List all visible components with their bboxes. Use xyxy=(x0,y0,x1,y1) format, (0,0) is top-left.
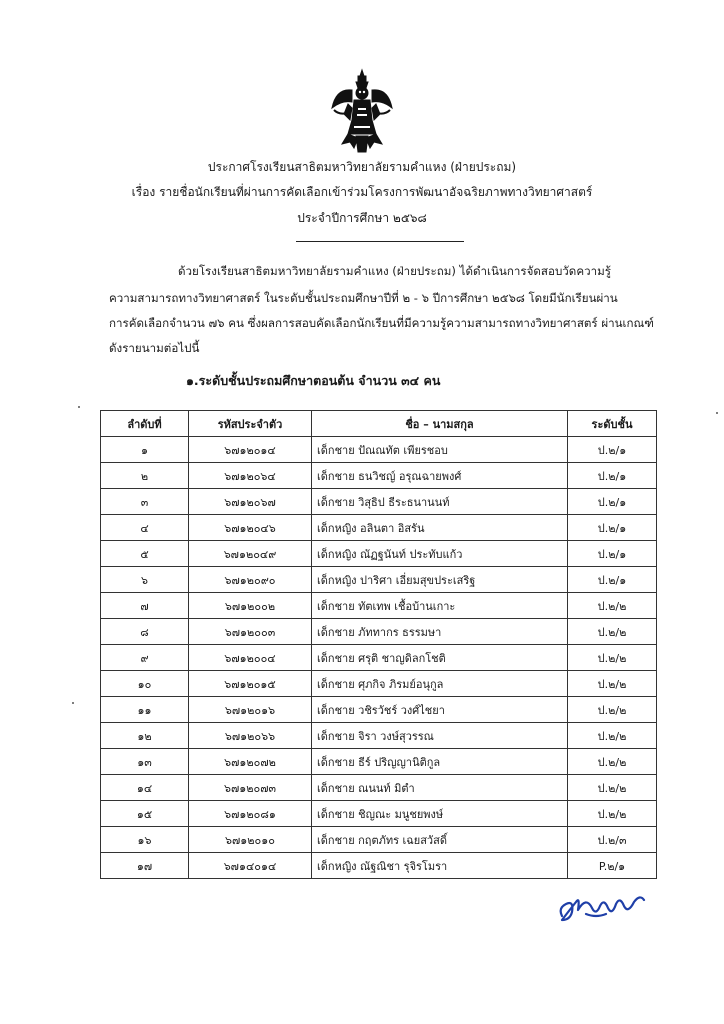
cell-level: ป.๒/๒ xyxy=(568,645,657,671)
cell-level: ป.๒/๒ xyxy=(568,775,657,801)
body-paragraph-line: ดังรายนามต่อไปนี้ xyxy=(109,341,200,355)
cell-level: ป.๒/๒ xyxy=(568,619,657,645)
cell-name: เด็กชาย ทัตเทพ เชื้อบ้านเกาะ xyxy=(312,593,568,619)
table-row xyxy=(101,567,657,593)
table-row xyxy=(101,489,657,515)
cell-student-id: ๖๗๑๒๐๔๖ xyxy=(189,515,312,541)
cell-no: ๑๐ xyxy=(101,671,189,697)
table-row xyxy=(101,723,657,749)
section-title: ๑.ระดับชั้นประถมศึกษาตอนต้น จำนวน ๓๔ คน xyxy=(186,373,441,388)
table-row xyxy=(101,541,657,567)
table-body xyxy=(101,437,657,879)
body-paragraph-line: การคัดเลือกจำนวน ๗๖ คน ซึ่งผลการสอบคัดเลือกนักเรียนที่มีความรู้ความสามารถทางวิทยาศาสตร์ ผ่านเกณฑ์ xyxy=(109,316,654,330)
header-name: ชื่อ – นามสกุล xyxy=(312,411,568,437)
cell-no: ๑๑ xyxy=(101,697,189,723)
cell-student-id: ๖๗๑๒๐๑๔ xyxy=(189,437,312,463)
cell-level: ป.๒/๑ xyxy=(568,567,657,593)
cell-name: เด็กหญิง อลินตา อิสรัน xyxy=(312,515,568,541)
cell-student-id: ๖๗๑๒๐๖๖ xyxy=(189,723,312,749)
cell-level: ป.๒/๓ xyxy=(568,827,657,853)
cell-name: เด็กหญิง ณัฐณิชา รุจิรโมรา xyxy=(312,853,568,879)
cell-level: ป.๒/๒ xyxy=(568,749,657,775)
table-row xyxy=(101,775,657,801)
cell-no: ๘ xyxy=(101,619,189,645)
announcement-title: ประกาศโรงเรียนสาธิตมหาวิทยาลัยรามคำแหง (ฝ่ายประถม) xyxy=(207,160,517,174)
cell-no: ๕ xyxy=(101,541,189,567)
header-level: ระดับชั้น xyxy=(568,411,657,437)
table-row xyxy=(101,619,657,645)
table-row xyxy=(101,827,657,853)
garuda-emblem-icon xyxy=(330,68,394,154)
cell-no: ๑ xyxy=(101,437,189,463)
cell-level: ป.๒/๒ xyxy=(568,593,657,619)
cell-student-id: ๖๗๑๒๐๖๗ xyxy=(189,489,312,515)
cell-student-id: ๖๗๑๒๐๗๓ xyxy=(189,775,312,801)
cell-student-id: ๖๗๑๒๐๐๒ xyxy=(189,593,312,619)
cell-level: ป.๒/๑ xyxy=(568,489,657,515)
cell-no: ๔ xyxy=(101,515,189,541)
cell-name: เด็กชาย ชิญณะ มนูชยพงษ์ xyxy=(312,801,568,827)
cell-no: ๑๗ xyxy=(101,853,189,879)
cell-student-id: ๖๗๑๒๐๑๖ xyxy=(189,697,312,723)
table-row xyxy=(101,463,657,489)
cell-level: ป.๒/๒ xyxy=(568,723,657,749)
table-row xyxy=(101,801,657,827)
body-paragraph-line: ด้วยโรงเรียนสาธิตมหาวิทยาลัยรามคำแหง (ฝ่ายประถม) ได้ดำเนินการจัดสอบวัดความรู้ xyxy=(178,264,611,278)
heading-divider xyxy=(296,241,464,242)
cell-student-id: ๖๗๑๒๐๙๐ xyxy=(189,567,312,593)
cell-no: ๙ xyxy=(101,645,189,671)
cell-level: ป.๒/๒ xyxy=(568,801,657,827)
table-row xyxy=(101,515,657,541)
cell-no: ๓ xyxy=(101,489,189,515)
cell-no: ๑๔ xyxy=(101,775,189,801)
cell-no: ๑๒ xyxy=(101,723,189,749)
cell-level: ป.๒/๑ xyxy=(568,437,657,463)
cell-student-id: ๖๗๑๒๐๐๓ xyxy=(189,619,312,645)
cell-name: เด็กชาย วิสุธิป ธีระธนานนท์ xyxy=(312,489,568,515)
cell-name: เด็กชาย ธีร์ ปริญญานิติกูล xyxy=(312,749,568,775)
table-row xyxy=(101,671,657,697)
signature-image xyxy=(556,886,652,926)
table-row xyxy=(101,749,657,775)
table-row xyxy=(101,593,657,619)
header-no: ลำดับที่ xyxy=(101,411,189,437)
cell-no: ๖ xyxy=(101,567,189,593)
cell-level: ป.๒/๒ xyxy=(568,671,657,697)
cell-level: ป.๒/๑ xyxy=(568,515,657,541)
cell-student-id: ๖๗๑๒๐๗๒ xyxy=(189,749,312,775)
cell-student-id: ๖๗๑๒๐๔๙ xyxy=(189,541,312,567)
cell-no: ๑๖ xyxy=(101,827,189,853)
cell-no: ๗ xyxy=(101,593,189,619)
cell-level: ป.๒/๑ xyxy=(568,463,657,489)
table-row xyxy=(101,853,657,879)
academic-year: ประจำปีการศึกษา ๒๕๖๘ xyxy=(297,211,427,225)
cell-student-id: ๖๗๑๔๐๑๔ xyxy=(189,853,312,879)
scan-speck xyxy=(78,406,80,408)
cell-student-id: ๖๗๑๒๐๖๔ xyxy=(189,463,312,489)
table-row xyxy=(101,645,657,671)
cell-level: ป.๒/๒ xyxy=(568,697,657,723)
cell-level: ป.๒/๑ xyxy=(568,541,657,567)
cell-no: ๒ xyxy=(101,463,189,489)
table-row xyxy=(101,697,657,723)
cell-no: ๑๓ xyxy=(101,749,189,775)
cell-name: เด็กชาย ธนวิชญ์ อรุณฉายพงศ์ xyxy=(312,463,568,489)
cell-student-id: ๖๗๑๒๐๑๐ xyxy=(189,827,312,853)
cell-name: เด็กหญิง ปาริศา เอี่ยมสุขประเสริฐ xyxy=(312,567,568,593)
cell-name: เด็กหญิง ณัฏฐนันท์ ประทับแก้ว xyxy=(312,541,568,567)
scan-speck xyxy=(716,412,718,414)
cell-name: เด็กชาย จิรา วงษ์สุวรรณ xyxy=(312,723,568,749)
cell-name: เด็กชาย ภัททากร ธรรมษา xyxy=(312,619,568,645)
cell-name: เด็กชาย วชิรวัชร์ วงศ์ไชยา xyxy=(312,697,568,723)
header-student-id: รหัสประจำตัว xyxy=(189,411,312,437)
cell-student-id: ๖๗๑๒๐๑๕ xyxy=(189,671,312,697)
table-row xyxy=(101,437,657,463)
table-header-row xyxy=(101,411,657,437)
cell-name: เด็กชาย กฤตภัทร เฉยสวัสดิ์ xyxy=(312,827,568,853)
scan-speck xyxy=(72,702,74,704)
cell-student-id: ๖๗๑๒๐๘๑ xyxy=(189,801,312,827)
cell-name: เด็กชาย ปัณณทัต เพียรชอบ xyxy=(312,437,568,463)
cell-name: เด็กชาย ศรุติ ชาญดิลกโชติ xyxy=(312,645,568,671)
student-roster-table xyxy=(100,410,657,879)
cell-level: P.๒/๑ xyxy=(568,853,657,879)
cell-name: เด็กชาย ณนนท์ มิตำ xyxy=(312,775,568,801)
body-paragraph-line: ความสามารถทางวิทยาศาสตร์ ในระดับชั้นประถมศึกษาปีที่ ๒ - ๖ ปีการศึกษา ๒๕๖๘ โดยมีนักเรียนผ่าน xyxy=(109,291,618,305)
cell-name: เด็กชาย ศุภกิจ ภิรมย์อนุกูล xyxy=(312,671,568,697)
cell-student-id: ๖๗๑๒๐๐๔ xyxy=(189,645,312,671)
announcement-subject: เรื่อง รายชื่อนักเรียนที่ผ่านการคัดเลือกเข้าร่วมโครงการพัฒนาอัจฉริยภาพทางวิทยาศาสตร์ xyxy=(131,185,593,199)
cell-no: ๑๕ xyxy=(101,801,189,827)
